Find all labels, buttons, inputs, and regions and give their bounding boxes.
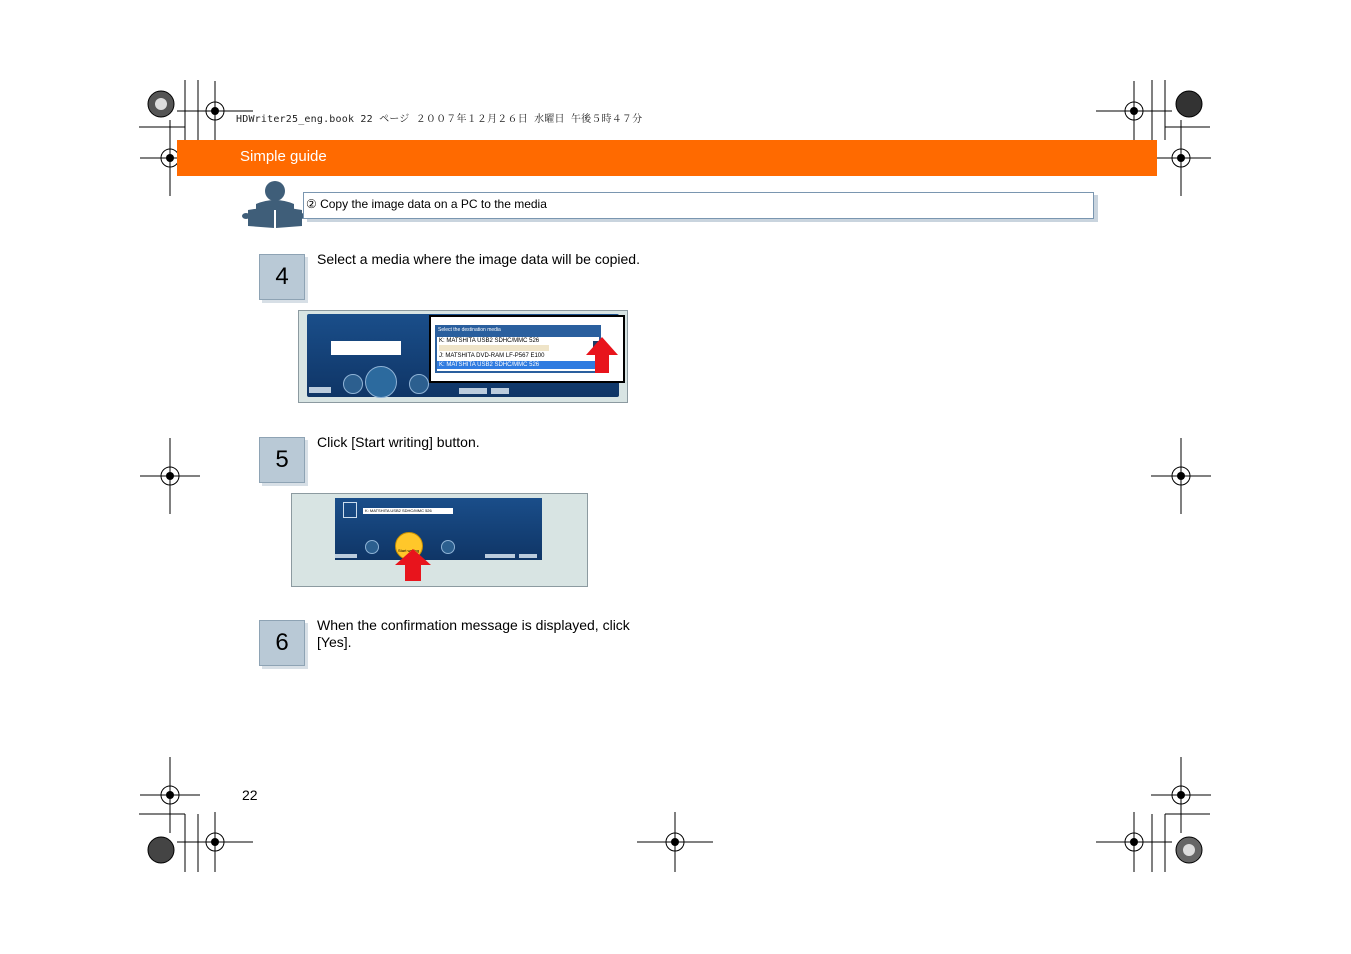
- step-text: Select a media where the image data will be copied.: [317, 251, 640, 267]
- page-number: 22: [242, 787, 258, 803]
- subheading: ② Copy the image data on a PC to the media: [306, 197, 547, 211]
- option-item: K: MATSHITA USB2 SDHC/MMC 526: [439, 338, 540, 344]
- screenshot-select-media: [298, 310, 628, 403]
- screenshot-start-writing: [291, 493, 588, 587]
- refresh-icon: [343, 374, 363, 394]
- dropdown-panel: [435, 325, 601, 373]
- selected-media: K: MATSHITA USB2 SDHC/MMC 526: [365, 508, 432, 513]
- reader-icon: [242, 180, 308, 230]
- dropdown-list: [437, 337, 599, 371]
- exit-button: [519, 554, 537, 558]
- exit-button: [491, 388, 509, 394]
- settings-icon: [409, 374, 429, 394]
- return-button: [485, 554, 515, 558]
- operating-button: [309, 387, 331, 393]
- settings-icon: [441, 540, 455, 554]
- option-item: J: MATSHITA DVD-RAM LF-P567 E100: [439, 353, 545, 359]
- step-number: 5: [259, 437, 305, 483]
- step-text: When the confirmation message is displayed, click [Yes].: [317, 617, 630, 650]
- media-list: [331, 341, 401, 355]
- option-blurred: [439, 345, 549, 351]
- return-button: [459, 388, 487, 394]
- option-selected: [437, 361, 599, 369]
- step-text: Click [Start writing] button.: [317, 434, 480, 450]
- operating-button: [335, 554, 357, 558]
- start-writing-button: [365, 366, 397, 398]
- button-label: Start writing: [398, 548, 420, 553]
- media-select: [363, 508, 453, 514]
- dropdown-title: Select the destination media: [438, 327, 501, 333]
- red-arrow-icon: [394, 548, 432, 582]
- refresh-icon: [365, 540, 379, 554]
- media-icon: [343, 502, 357, 518]
- print-metadata: HDWriter25_eng.book 22 ページ ２００７年１２月２６日 水曜日 午後５時４７分: [236, 114, 643, 125]
- red-arrow-icon: [585, 335, 619, 375]
- step-number: 4: [259, 254, 305, 300]
- app-window: [335, 498, 542, 560]
- step-number: 6: [259, 620, 305, 666]
- option-item: K: MATSHITA USB2 SDHC/MMC 526: [439, 362, 540, 368]
- banner-title: Simple guide: [240, 148, 327, 165]
